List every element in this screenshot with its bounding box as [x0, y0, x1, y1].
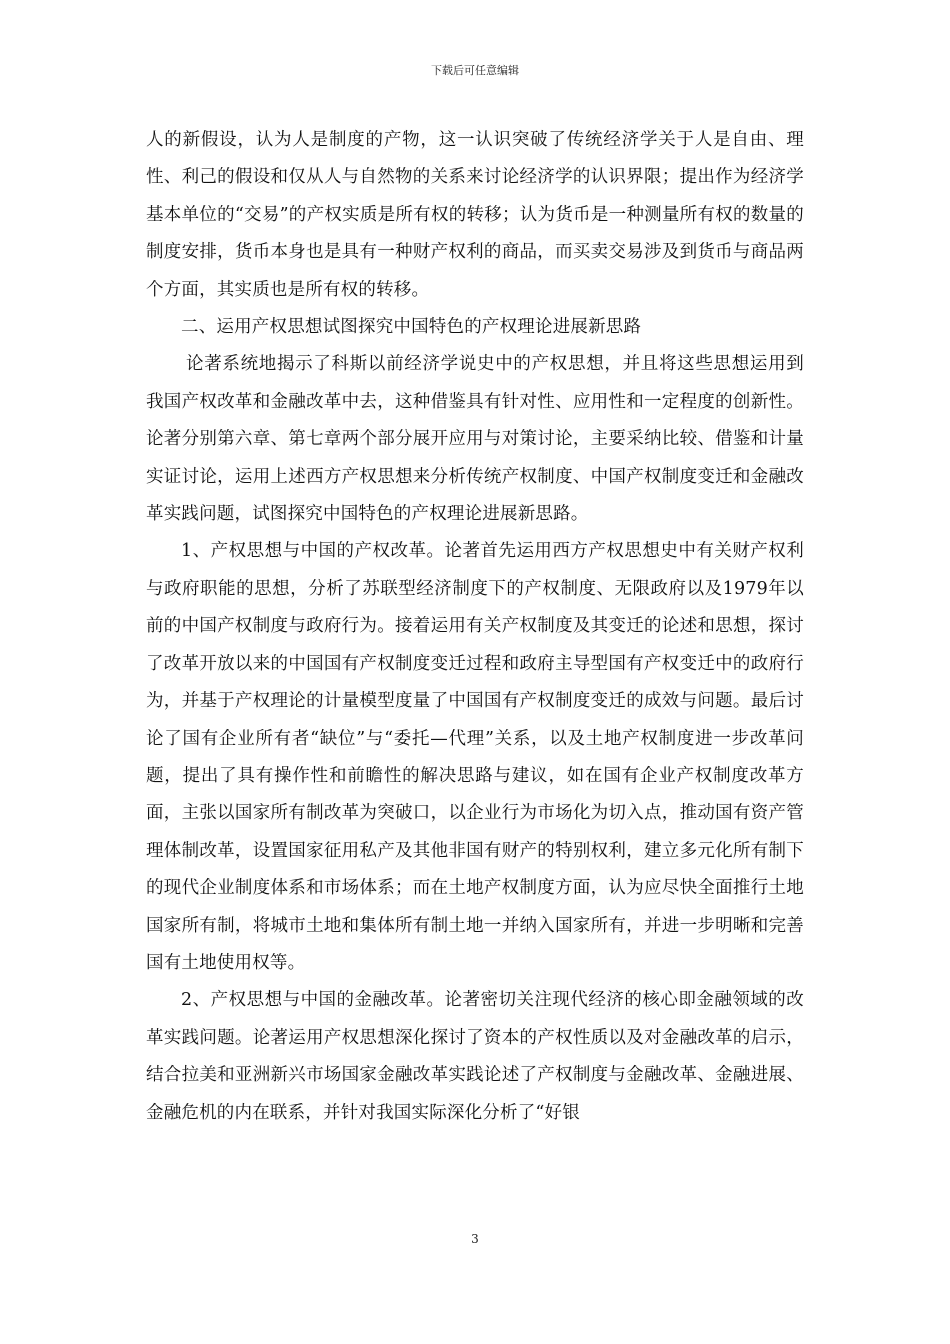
page-header: 下载后可任意编辑	[431, 64, 519, 77]
section-heading: 二、运用产权思想试图探究中国特色的产权理论进展新思路	[181, 317, 642, 338]
paragraph-overview: 论著系统地揭示了科斯以前经济学说史中的产权思想，并且将这些思想运用到我国产权改革和金融改革中去，这种借鉴具有针对性、应用性和一定程度的创新性。论著分别第六章、第七章两个部分展开应用与对策讨论，主要采纳比较、借鉴和计量实证讨论，运用上述西方产权思想来分析传统产权制度、中国产权制度变迁和金融改革实践问题，试图探究中国特色的产权理论进展新思路。	[146, 354, 804, 525]
page-number: 3	[471, 1232, 479, 1246]
paragraph-financial-reform: 2、产权思想与中国的金融改革。论著密切关注现代经济的核心即金融领域的改革实践问题。论著运用产权思想深化探讨了资本的产权性质以及对金融改革的启示，结合拉美和亚洲新兴市场国家金融改革实践论述了产权制度与金融改革、金融进展、金融危机的内在联系，并针对我国实际深化分析了“好银	[146, 990, 804, 1123]
document-body	[146, 122, 804, 1132]
paragraph-property-reform: 1、产权思想与中国的产权改革。论著首先运用西方产权思想史中有关财产权利与政府职能的思想，分析了苏联型经济制度下的产权制度、无限政府以及1979年以前的中国产权制度与政府行为。接着运用有关产权制度及其变迁的论述和思想，探讨了改革开放以来的中国国有产权制度变迁过程和政府主导型国有产权变迁中的政府行为，并基于产权理论的计量模型度量了中国国有产权制度变迁的成效与问题。最后讨论了国有企业所有者“缺位”与“委托—代理”关系，以及土地产权制度进一步改革问题，提出了具有操作性和前瞻性的解决思路与建议，如在国有企业产权制度改革方面，主张以国家所有制改革为突破口，以企业行为市场化为切入点，推动国有资产管理体制改革，设置国家征用私产及其他非国有财产的特别权利，建立多元化所有制下的现代企业制度体系和市场体系；而在土地产权制度方面，认为应尽快全面推行土地国家所有制，将城市土地和集体所有制土地一并纳入国家所有，并进一步明晰和完善国有土地使用权等。	[146, 541, 804, 973]
paragraph-continuation: 人的新假设，认为人是制度的产物，这一认识突破了传统经济学关于人是自由、理性、利己的假设和仅从人与自然物的关系来讨论经济学的认识界限；提出作为经济学基本单位的“交易”的产权实质是所有权的转移；认为货币是一种测量所有权的数量的制度安排，货币本身也是具有一种财产权利的商品，而买卖交易涉及到货币与商品两个方面，其实质也是所有权的转移。	[146, 130, 804, 300]
